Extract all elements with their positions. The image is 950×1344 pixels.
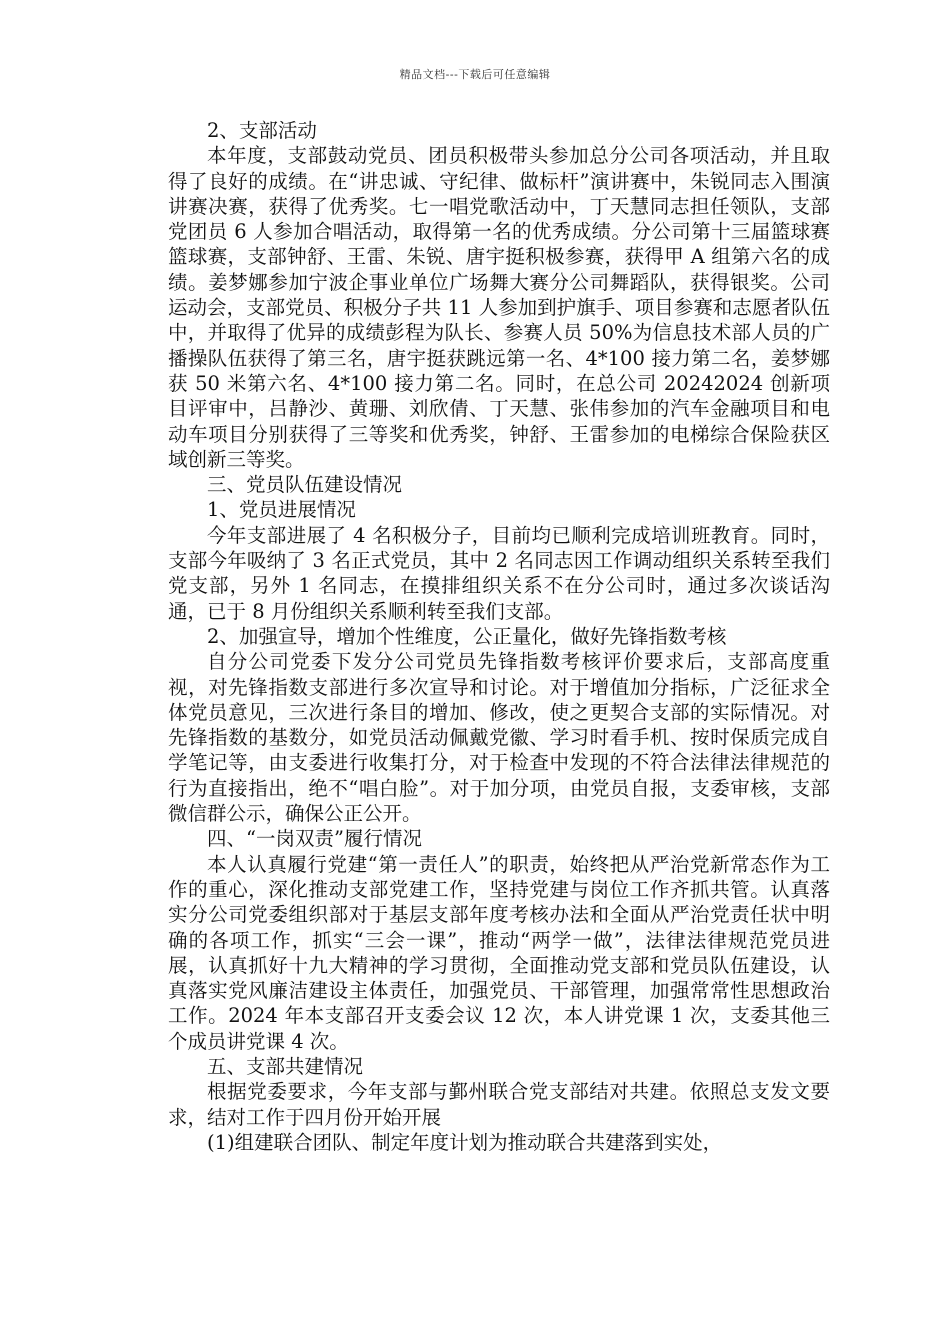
paragraph-joint-building: 根据党委要求，今年支部与鄞州联合党支部结对共建。依照总支发文要求，结对工作于四月份开始开展 (168, 1080, 830, 1129)
section-heading-branch-activities: 2、支部活动 (207, 119, 317, 142)
section-heading-party-team-building: 三、党员队伍建设情况 (207, 473, 403, 497)
paragraph-joint-team: (1)组建联合团队、制定年度计划为推动联合共建落到实处， (207, 1130, 723, 1154)
subheading-vanguard-index: 2、加强宣导，增加个性维度，公正量化，做好先锋指数考核 (207, 624, 727, 648)
section-heading-joint-building: 五、支部共建情况 (207, 1054, 364, 1078)
subheading-member-progress: 1、党员进展情况 (207, 498, 356, 522)
paragraph-member-progress: 今年支部进展了 4 名积极分子，目前均已顺利完成培训班教育。同时，支部今年吸纳了 3 名正式党员，其中 2 名同志因工作调动组织关系转至我们党支部，另外 1 名同志，在摸排组织关系不在分公司时，通过多次谈话沟通，已于 8 月份组织关系顺利转至我们支部。 (168, 523, 830, 623)
paragraph-dual-duty: 本人认真履行党建“第一责任人”的职责，始终把从严治党新常态作为工作的重心，深化推动支部党建工作，坚持党建与岗位工作齐抓共管。认真落实分公司党委组织部对于基层支部年度考核办法和全面从严治党责任状中明确的各项工作，抓实“三会一课”，推动“两学一做”，法律法律规范党员进展，认真抓好十九大精神的学习贯彻，全面推动党支部和党员队伍建设，认真落实党风廉洁建设主体责任，加强党员、干部管理，加强常常性思想政治工作。2024 年本支部召开支委会议 12 次，本人讲党课 1 次，支委其他三个成员讲党课 4 次。 (168, 852, 830, 1053)
section-heading-dual-duty: 四、“一岗双责”履行情况 (207, 827, 422, 851)
document-body (168, 118, 830, 1155)
paragraph-vanguard-index: 自分公司党委下发分公司党员先锋指数考核评价要求后，支部高度重视，对先锋指数支部进行多次宣导和讨论。对于增值加分指标，广泛征求全体党员意见，三次进行条目的增加、修改，使之更契合支部的实际情况。对先锋指数的基数分，如党员活动佩戴党徽、学习时看手机、按时保质完成自学笔记等，由支委进行收集打分，对于检查中发现的不符合法律法律规范的行为直接指出，绝不“唱白脸”。对于加分项，由党员自报，支委审核，支部微信群公示，确保公正公开。 (168, 650, 830, 826)
page-header: 精品文档---下载后可任意编辑 (399, 68, 551, 81)
paragraph-branch-activities: 本年度，支部鼓动党员、团员积极带头参加总分公司各项活动，并且取得了良好的成绩。在“讲忠诚、守纪律、做标杆”演讲赛中，朱锐同志入围演讲赛决赛，获得了优秀奖。七一唱党歌活动中，丁天慧同志担任领队，支部党团员 6 人参加合唱活动，取得第一名的优秀成绩。分公司第十三届篮球赛篮球赛，支部钟舒、王雷、朱锐、唐宇挺积极参赛，获得甲 A 组第六名的成绩。姜梦娜参加宁波企事业单位广场舞大赛分公司舞蹈队，获得银奖。公司运动会，支部党员、积极分子共 11 人参加到护旗手、项目参赛和志愿者队伍中，并取得了优异的成绩彭程为队长、参赛人员 50%为信息技术部人员的广播操队伍获得了第三名，唐宇挺获跳远第一名、4*100 接力第二名，姜梦娜获 50 米第六名、4*100 接力第二名。同时，在总公司 20242024 创新项目评审中，吕静沙、黄珊、刘欣倩、丁天慧、张伟参加的汽车金融项目和电动车项目分别获得了三等奖和优秀奖，钟舒、王雷参加的电梯综合保险获区域创新三等奖。 (168, 144, 830, 471)
